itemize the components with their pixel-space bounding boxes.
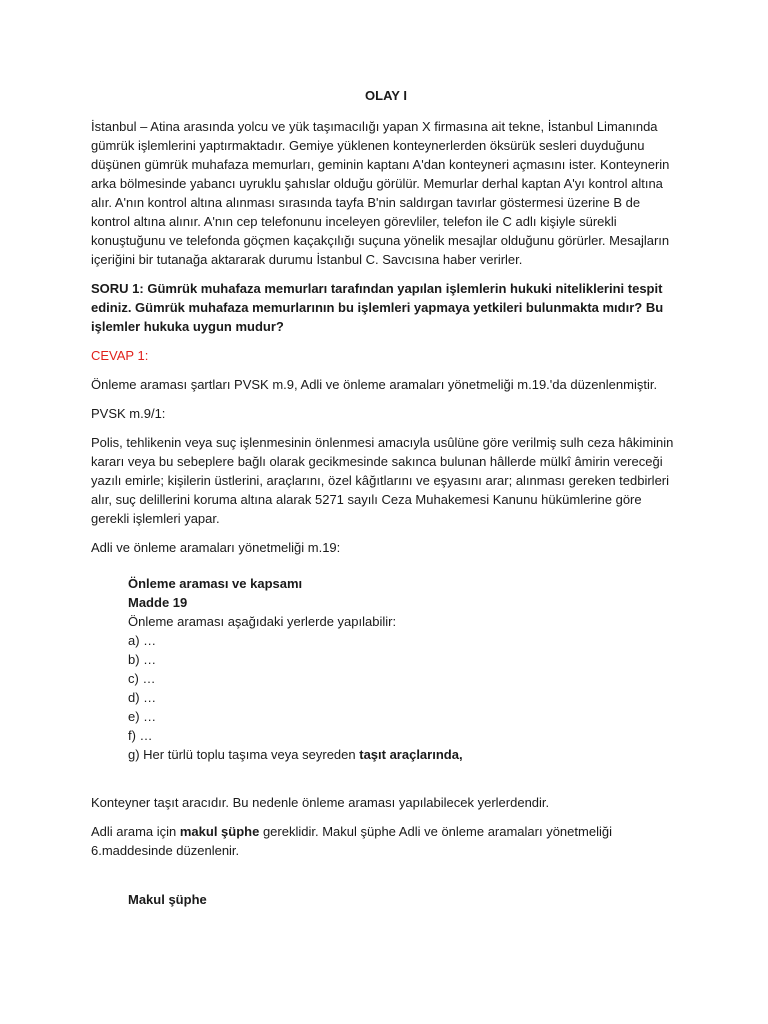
adli-arama-paragraph <box>91 822 681 860</box>
question-paragraph: SORU 1: Gümrük muhafaza memurları tarafından yapılan işlemlerin hukuki niteliklerini tespit ediniz. Gümrük muhafaza memurlarının bu işlemleri yapmaya yetkileri bulunmakta mıdır? Bu işlemler hukuka uygun mudur? <box>91 281 664 334</box>
adli-bold: makul şüphe <box>179 824 260 839</box>
article-item-c: c) … <box>128 671 156 686</box>
regulation-reference: Adli ve önleme aramaları yönetmeliği m.19: <box>91 540 341 555</box>
article-item-g-bold: taşıt araçlarında, <box>359 747 463 762</box>
case-paragraph: İstanbul – Atina arasında yolcu ve yük taşımacılığı yapan X firmasına ait tekne, İstanbul Limanında gümrük işlemlerini yaptırmaktadır. Gemiye yüklenen konteynerlerden öksürük sesleri duyduğunu düşünen gümrük muhafaza memurları, geminin kaptanı A'dan konteyneri açmasını ister. Konteynerin arka bölmesinde yabancı uyruklu şahıslar olduğu görülür. Memurlar derhal kaptan A'yı kontrol altına alır. A'nın kontrol altına alınması sırasında tayfa B'nin saldırgan tavırlar göstermesi üzerine B de kontrol altına alınır. A'nın cep telefonunu inceleyen görevliler, telefon ile C adlı kişiyle sürekli konuştuğunu ve telefonda göçmen kaçakçılığı suçuna yönelik mesajlar olduğunu görürler. Mesajların içeriğini bir tutanağa aktararak durumu İstanbul C. Savcısına haber verirler. <box>91 119 670 267</box>
makul-supheheading: Makul şüphe <box>128 892 207 907</box>
article-quote <box>91 574 681 764</box>
adli-suffix: gereklidir. Makul şüphe Adli ve önleme aramaları yönetmeliği 6.maddesinde düzenlenir. <box>91 824 612 858</box>
answer-label: CEVAP 1: <box>91 348 149 363</box>
article-item-d: d) … <box>128 690 157 705</box>
article-item-f: f) … <box>128 728 153 743</box>
document-content <box>91 86 681 909</box>
article-heading: Önleme araması ve kapsamı <box>128 576 303 591</box>
adli-prefix: Adli arama için <box>91 824 180 839</box>
answer-intro: Önleme araması şartları PVSK m.9, Adli ve önleme aramaları yönetmeliği m.19.'da düzenlenmiştir. <box>91 377 658 392</box>
article-item-b: b) … <box>128 652 157 667</box>
pvsk-text: Polis, tehlikenin veya suç işlenmesinin önlenmesi amacıyla usûlüne göre verilmiş sulh ceza hâkiminin kararı veya bu sebeplere bağlı olarak gecikmesinde sakınca bulunan hâllerde mülkî âmirin vereceği yazılı emirle; kişilerin üstlerini, araçlarını, özel kâğıtlarını ve eşyasını arar; alınması gereken tedbirleri alır, suç delillerini koruma altına alarak 5271 sayılı Ceza Muhakemesi Kanunu hükümlerine göre gerekli işlemleri yapar. <box>91 435 674 526</box>
article-number: Madde 19 <box>128 595 188 610</box>
article-item-e: e) … <box>128 709 157 724</box>
article-item-g-text: g) Her türlü toplu taşıma veya seyreden <box>128 747 360 762</box>
article-lead: Önleme araması aşağıdaki yerlerde yapılabilir: <box>128 614 397 629</box>
article-item-a: a) … <box>128 633 157 648</box>
document-title: OLAY I <box>365 88 407 103</box>
container-paragraph: Konteyner taşıt aracıdır. Bu nedenle önleme araması yapılabilecek yerlerdendir. <box>91 795 550 810</box>
article-item-g <box>128 745 681 764</box>
pvsk-reference: PVSK m.9/1: <box>91 406 166 421</box>
